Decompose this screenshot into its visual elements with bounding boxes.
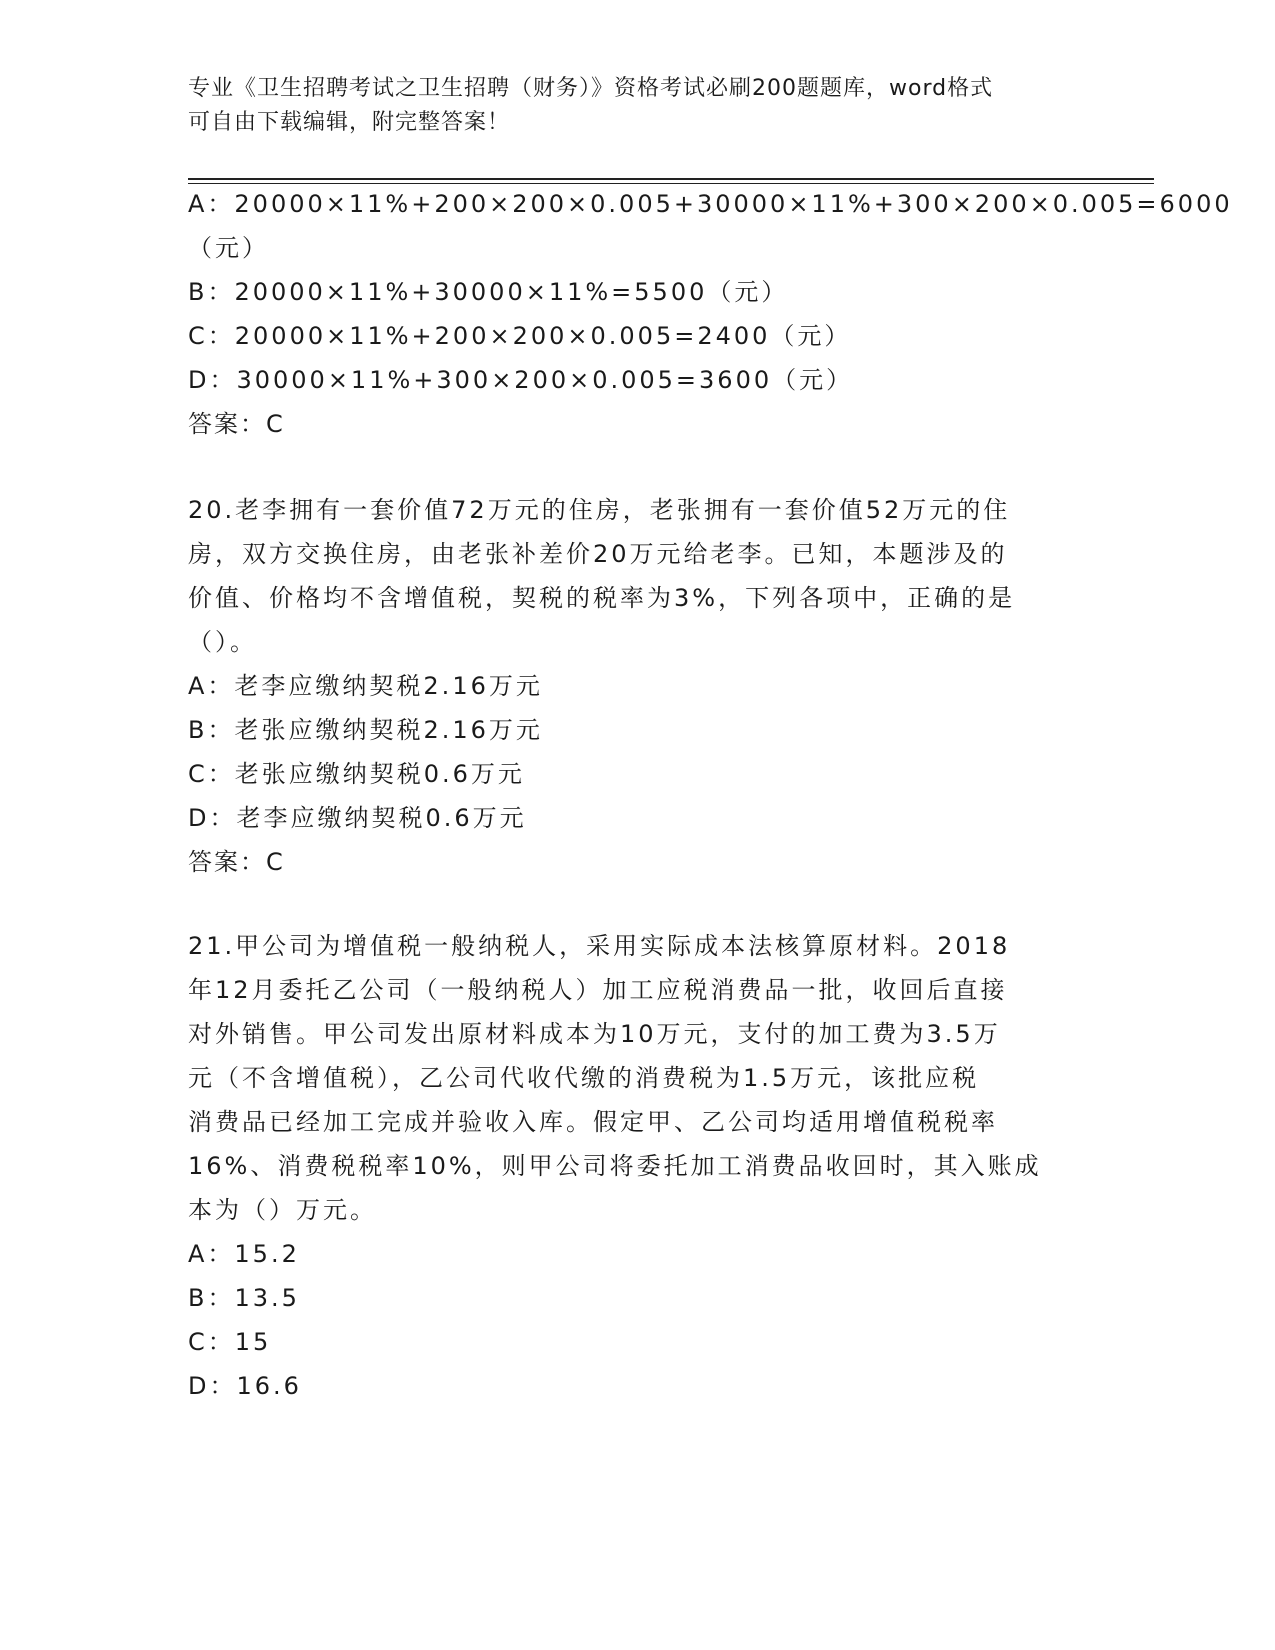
q20-option-c: C：老张应缴纳契税0.6万元 <box>188 760 525 788</box>
q20-stem-line-2: 房，双方交换住房，由老张补差价20万元给老李。已知，本题涉及的 <box>188 540 1008 568</box>
q19-answer: 答案：C <box>188 410 285 438</box>
q19-option-a-cont: （元） <box>188 234 269 262</box>
q20-answer: 答案：C <box>188 848 285 876</box>
q21-option-b: B：13.5 <box>188 1284 300 1312</box>
q21-stem-line-1: 21.甲公司为增值税一般纳税人，采用实际成本法核算原材料。2018 <box>188 932 1011 960</box>
q21-option-a: A：15.2 <box>188 1240 300 1268</box>
q20-stem-line-4: （）。 <box>188 628 257 656</box>
q20-option-a: A：老李应缴纳契税2.16万元 <box>188 672 543 700</box>
q21-stem-line-2: 年12月委托乙公司（一般纳税人）加工应税消费品一批，收回后直接 <box>188 976 1008 1004</box>
q19-option-a: A：20000×11%+200×200×0.005+30000×11%+300×200×0.005=6000 <box>188 190 1233 218</box>
q19-option-b: B：20000×11%+30000×11%=5500（元） <box>188 278 789 306</box>
header-divider-thin <box>188 183 1154 184</box>
q21-stem-line-5: 消费品已经加工完成并验收入库。假定甲、乙公司均适用增值税税率 <box>188 1108 998 1136</box>
q21-stem-line-7: 本为（）万元。 <box>188 1196 377 1224</box>
q21-stem-line-3: 对外销售。甲公司发出原材料成本为10万元，支付的加工费为3.5万 <box>188 1020 1001 1048</box>
q21-stem-line-6: 16%、消费税税率10%，则甲公司将委托加工消费品收回时，其入账成 <box>188 1152 1042 1180</box>
q19-option-c: C：20000×11%+200×200×0.005=2400（元） <box>188 322 852 350</box>
q19-option-d: D：30000×11%+300×200×0.005=3600（元） <box>188 366 854 394</box>
q21-stem-line-4: 元（不含增值税），乙公司代收代缴的消费税为1.5万元，该批应税 <box>188 1064 980 1092</box>
q20-stem-line-1: 20.老李拥有一套价值72万元的住房，老张拥有一套价值52万元的住 <box>188 496 1011 524</box>
header-line-2: 可自由下载编辑，附完整答案！ <box>188 110 511 135</box>
header-line-1: 专业《卫生招聘考试之卫生招聘（财务）》资格考试必刷200题题库，word格式 <box>188 76 994 101</box>
q20-option-b: B：老张应缴纳契税2.16万元 <box>188 716 543 744</box>
header-divider-thick <box>188 178 1154 180</box>
q21-option-c: C：15 <box>188 1328 272 1356</box>
q21-option-d: D：16.6 <box>188 1372 302 1400</box>
q20-option-d: D：老李应缴纳契税0.6万元 <box>188 804 527 832</box>
document-header <box>188 72 1088 140</box>
q20-stem-line-3: 价值、价格均不含增值税，契税的税率为3%，下列各项中，正确的是 <box>188 584 1016 612</box>
